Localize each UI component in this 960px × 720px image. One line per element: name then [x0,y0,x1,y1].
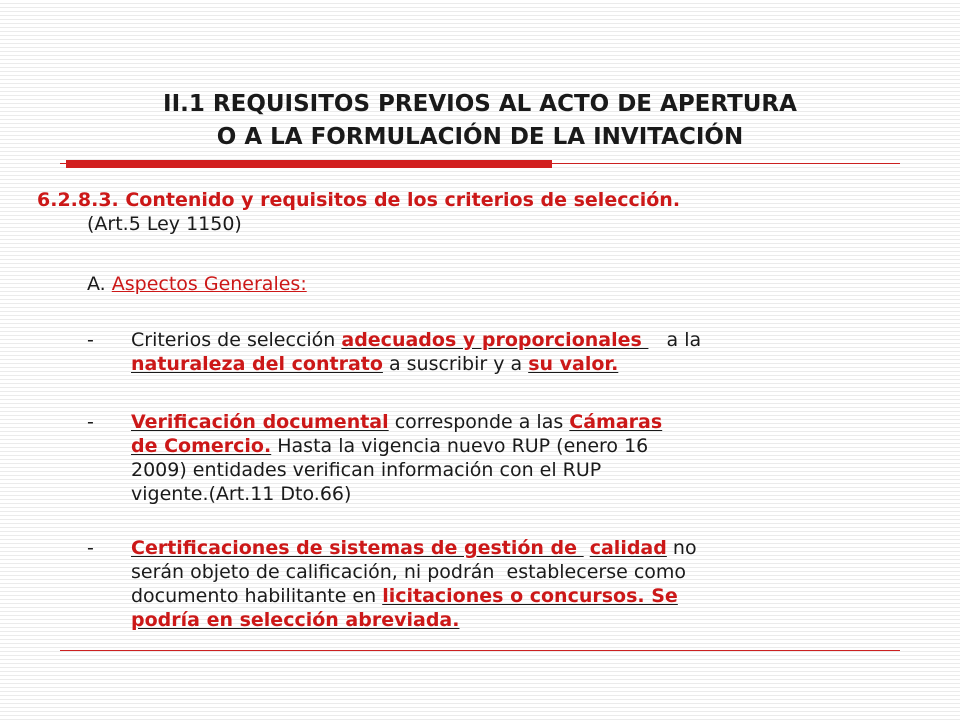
bullet-item-3 [87,536,867,632]
bullet-line [131,458,867,482]
bullet-line [131,410,867,434]
bullet-line [131,536,867,560]
body-text: Criterios de selección [131,329,342,351]
body-text: serán objeto de calificación, ni podrán establecerse como [131,561,687,583]
highlighted-text: podría en selección abreviada. [131,609,460,631]
title-divider-accent [66,160,552,168]
highlighted-text: naturaleza del contrato [131,353,383,375]
bullet-dash: - [87,329,94,351]
bullet-item-1 [87,328,867,376]
body-text: corresponde a las [388,411,570,433]
bullet-line [131,584,867,608]
highlighted-text: calidad [589,537,667,559]
highlighted-text: licitaciones o concursos. Se [382,585,678,607]
bullet-line [131,328,867,352]
highlighted-text: adecuados y proporcionales [341,329,649,351]
highlighted-text: Verificación documental [131,411,389,433]
body-text: Hasta la vigencia nuevo RUP (enero 16 [271,435,649,457]
body-text: a suscribir y a [382,353,529,375]
highlighted-text: Certificaciones de sistemas de gestión de [131,537,584,559]
bullet-dash: - [87,537,94,559]
bullet-line [131,608,867,632]
aspect-prefix: A. [87,273,112,295]
bullet-line [131,434,867,458]
body-text: no [666,537,697,559]
bullet-body [131,536,867,632]
aspect-heading [87,272,307,296]
body-text: vigente.(Art.11 Dto.66) [131,483,352,505]
title-line-1: II.1 REQUISITOS PREVIOS AL ACTO DE APERTURA [163,91,797,117]
title-line-2: O A LA FORMULACIÓN DE LA INVITACIÓN [216,124,744,150]
aspect-label: Aspectos Generales: [111,273,307,295]
body-text: documento habilitante en [131,585,383,607]
highlighted-text: de Comercio. [131,435,272,457]
bullet-line [131,560,867,584]
slide-title [60,88,900,154]
bullet-line [131,352,867,376]
body-text: a la [648,329,702,351]
footer-divider [60,650,900,651]
section-block [37,188,877,236]
highlighted-text: su valor. [528,353,619,375]
bullet-dash: - [87,411,94,433]
body-text: 2009) entidades verifican información con el RUP [131,459,602,481]
bullet-item-2 [87,410,867,506]
bullet-body [131,328,867,376]
section-reference: (Art.5 Ley 1150) [87,213,242,235]
highlighted-text: Cámaras [569,411,663,433]
bullet-body [131,410,867,506]
bullet-line [131,482,867,506]
section-heading: 6.2.8.3. Contenido y requisitos de los criterios de selección. [37,189,681,211]
